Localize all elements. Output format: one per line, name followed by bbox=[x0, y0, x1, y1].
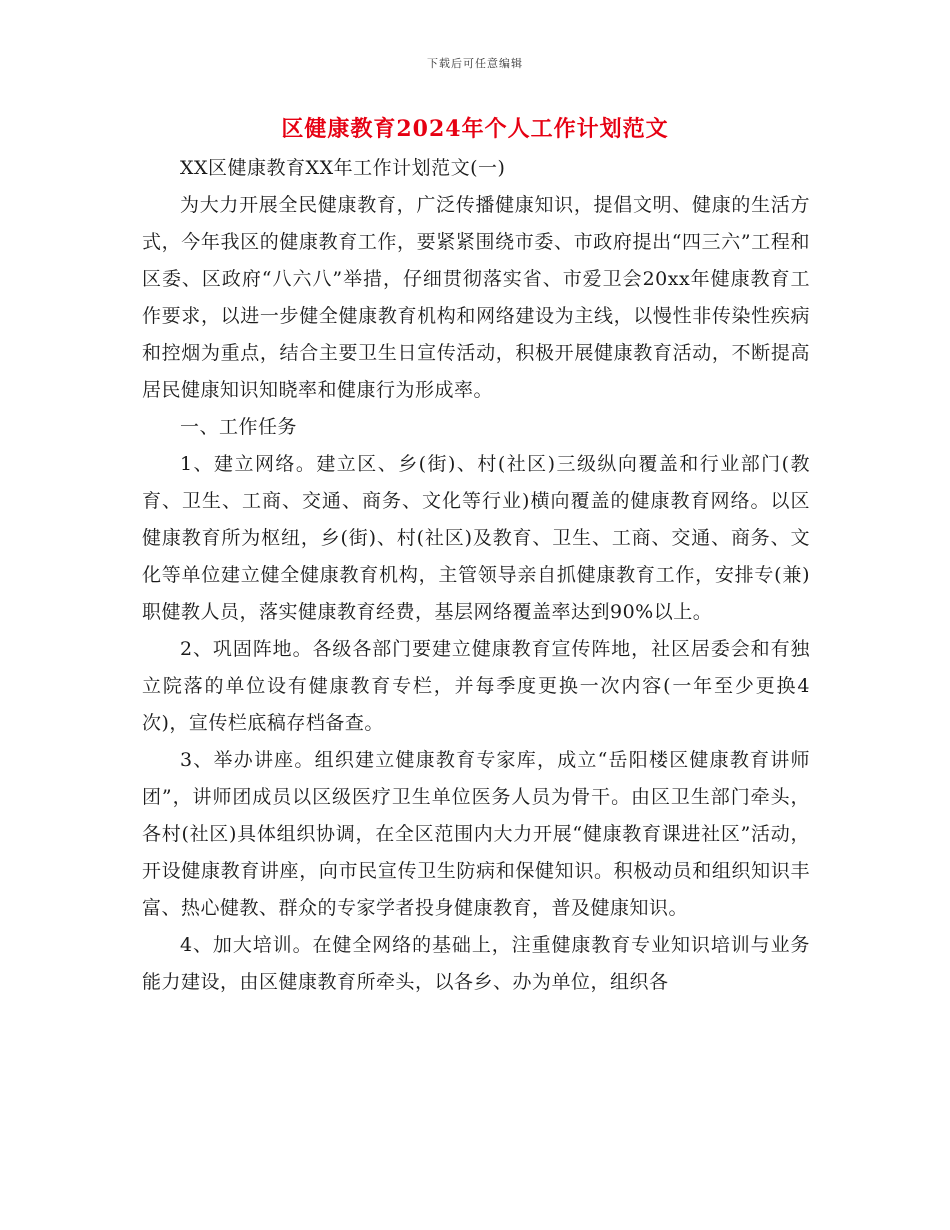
document-subtitle: XX区健康教育XX年工作计划范文(一) bbox=[180, 157, 506, 179]
paragraph-position: 2、巩固阵地。各级各部门要建立健康教育宣传阵地，社区居委会和有独立院落的单位设有健康教育专栏，并每季度更换一次内容(一年至少更换4次)，宣传栏底稿存档备查。 bbox=[142, 638, 810, 734]
document-title: 区健康教育2024年个人工作计划范文 bbox=[281, 116, 669, 142]
document-body bbox=[142, 150, 810, 1001]
paragraph-intro: 为大力开展全民健康教育，广泛传播健康知识，提倡文明、健康的生活方式，今年我区的健康教育工作，要紧紧围绕市委、市政府提出“四三六”工程和区委、区政府“八六八”举措，仔细贯彻落实省、市爱卫会20xx年健康教育工作要求，以进一步健全健康教育机构和网络建设为主线，以慢性非传染性疾病和控烟为重点，结合主要卫生日宣传活动，积极开展健康教育活动，不断提高居民健康知识知晓率和健康行为形成率。 bbox=[142, 194, 810, 401]
paragraph-training: 4、加大培训。在健全网络的基础上，注重健康教育专业知识培训与业务能力建设，由区健康教育所牵头，以各乡、办为单位，组织各 bbox=[142, 934, 810, 993]
header-note: 下载后可任意编辑 bbox=[427, 57, 523, 70]
section-heading-tasks: 一、工作任务 bbox=[180, 416, 298, 438]
paragraph-network: 1、建立网络。建立区、乡(街)、村(社区)三级纵向覆盖和行业部门(教育、卫生、工商、交通、商务、文化等行业)横向覆盖的健康教育网络。以区健康教育所为枢纽，乡(街)、村(社区)及教育、卫生、工商、交通、商务、文化等单位建立健全健康教育机构，主管领导亲自抓健康教育工作，安排专(兼)职健教人员，落实健康教育经费，基层网络覆盖率达到90%以上。 bbox=[142, 453, 810, 623]
paragraph-lectures: 3、举办讲座。组织建立健康教育专家库，成立“岳阳楼区健康教育讲师团”，讲师团成员以区级医疗卫生单位医务人员为骨干。由区卫生部门牵头，各村(社区)具体组织协调，在全区范围内大力开展“健康教育课进社区”活动，开设健康教育讲座，向市民宣传卫生防病和保健知识。积极动员和组织知识丰富、热心健教、群众的专家学者投身健康教育，普及健康知识。 bbox=[142, 749, 810, 919]
